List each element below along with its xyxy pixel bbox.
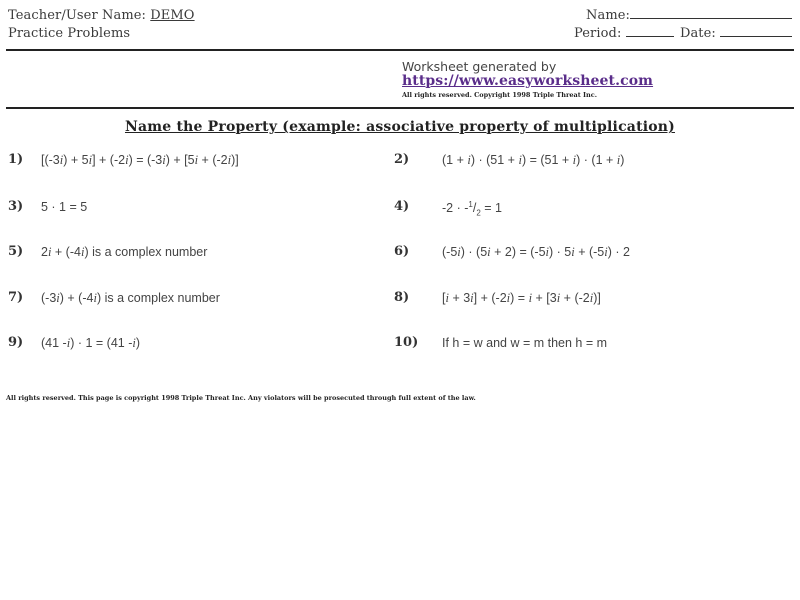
teacher-line xyxy=(8,8,195,23)
worksheet-title: Name the Property (example: associative property of multiplication) xyxy=(124,119,675,135)
generator-copyright: All rights reserved. Copyright 1998 Triple Threat Inc. xyxy=(402,91,597,99)
problem-number: 2) xyxy=(394,152,410,167)
problem-number: 9) xyxy=(8,335,24,350)
name-blank[interactable] xyxy=(630,17,792,19)
problem-number: 10) xyxy=(394,335,419,350)
problem-text: [i + 3i] + (-2i) = i + [3i + (-2i)] xyxy=(442,291,601,305)
teacher-label: Teacher/User Name: xyxy=(8,8,151,23)
problem-number: 6) xyxy=(394,244,410,259)
problem-text: $-2 \cdot -^1/_2 = 1$ xyxy=(442,200,502,218)
easyworksheet-link[interactable]: https://www.easyworksheet.com xyxy=(402,73,654,89)
problem-number: 8) xyxy=(394,290,410,305)
student-name-line xyxy=(586,8,792,23)
problem-number: 4) xyxy=(394,199,410,214)
name-label: Name: xyxy=(586,8,631,23)
problem-text: If h = w and w = m then h = m xyxy=(442,336,608,350)
period-date-line xyxy=(574,26,792,41)
problem-text: 5 · 1 = 5 xyxy=(41,200,88,214)
problem-text: [(-3i) + 5i] + (-2i) = (-3i) + [5i + (-2i)] xyxy=(41,153,239,167)
problem-number: 1) xyxy=(8,152,24,167)
teacher-name: DEMO xyxy=(150,8,195,23)
date-blank[interactable] xyxy=(720,35,792,37)
period-blank[interactable] xyxy=(626,35,674,37)
generator-divider xyxy=(6,107,794,109)
header-divider xyxy=(6,49,794,51)
problem-number: 5) xyxy=(8,244,24,259)
problem-text: (1 + i) · (51 + i) = (51 + i) · (1 + i) xyxy=(442,153,625,167)
problem-number: 7) xyxy=(8,290,24,305)
date-label: Date: xyxy=(679,26,716,41)
page-footer: All rights reserved. This page is copyright 1998 Triple Threat Inc. Any violators will be prosecuted through full extent of the law. xyxy=(6,394,476,402)
problem-text: (41 -i) · 1 = (41 -i) xyxy=(41,336,141,350)
problem-text: (-5i) · (5i + 2) = (-5i) · 5i + (-5i) · 2 xyxy=(442,245,630,259)
generated-by-text: Worksheet generated by xyxy=(402,59,557,74)
problem-number: 3) xyxy=(8,199,24,214)
problem-text: (-3i) + (-4i) is a complex number xyxy=(41,291,220,305)
worksheet-subtitle: Practice Problems xyxy=(8,26,131,41)
problem-text: 2i + (-4i) is a complex number xyxy=(41,245,208,259)
period-label: Period: xyxy=(574,26,622,41)
